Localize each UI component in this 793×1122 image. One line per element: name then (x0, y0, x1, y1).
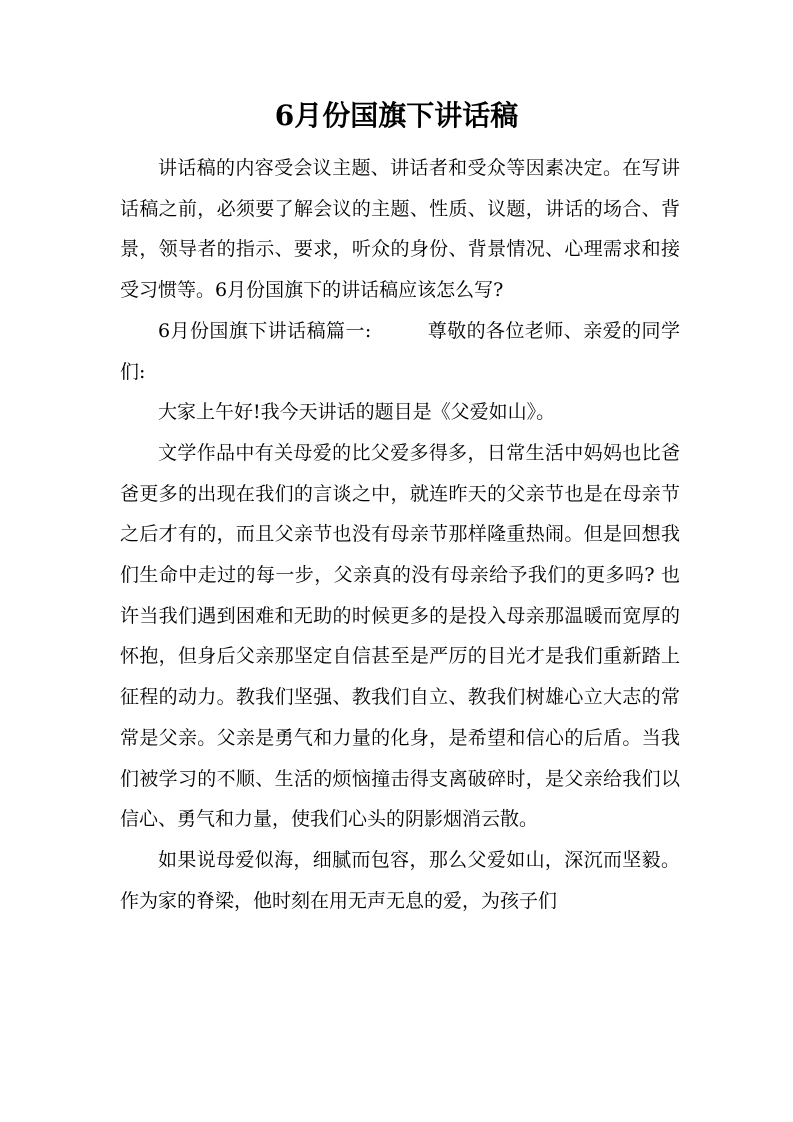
section-paragraph (120, 311, 680, 392)
intro-paragraph: 讲话稿的内容受会议主题、讲话者和受众等因素决定。在写讲话稿之前，必须要了解会议的主题、性质、议题，讲话的场合、背景，领导者的指示、要求，听众的身份、背景情况、心理需求和接受习惯等。6月份国旗下的讲话稿应该怎么写? (120, 157, 680, 302)
document-title: 6月份国旗下讲话稿 (274, 99, 519, 132)
body-paragraph-father-love: 文学作品中有关母爱的比父爱多得多，日常生活中妈妈也比爸爸更多的出现在我们的言谈之中，就连昨天的父亲节也是在母亲节之后才有的，而且父亲节也没有母亲节那样隆重热闹。但是回想我们生命中走过的每一步，父亲真的没有母亲给予我们的更多吗? 也许当我们遇到困难和无助的时候更多的是投入母亲那温暖而宽厚的怀抱，但身后父亲那坚定自信甚至是严厉的目光才是我们重新踏上征程的动力。教我们坚强、教我们自立、教我们树雄心立大志的常常是父亲。父亲是勇气和力量的化身，是希望和信心的后盾。当我们被学习的不顺、生活的烦恼撞击得支离破碎时，是父亲给我们以信心、勇气和力量，使我们心头的阴影烟消云散。 (120, 441, 680, 831)
body-paragraph-mountain: 如果说母爱似海，细腻而包容，那么父爱如山，深沉而坚毅。作为家的脊梁，他时刻在用无声无息的爱，为孩子们 (120, 848, 680, 912)
greeting-text: 尊敬的各位老师、亲爱的同学们: (120, 319, 680, 383)
opening-paragraph: 大家上午好!我今天讲话的题目是《父爱如山》。 (158, 401, 556, 424)
document-body (120, 148, 680, 921)
section-heading: 6月份国旗下讲话稿篇一: (158, 319, 372, 342)
